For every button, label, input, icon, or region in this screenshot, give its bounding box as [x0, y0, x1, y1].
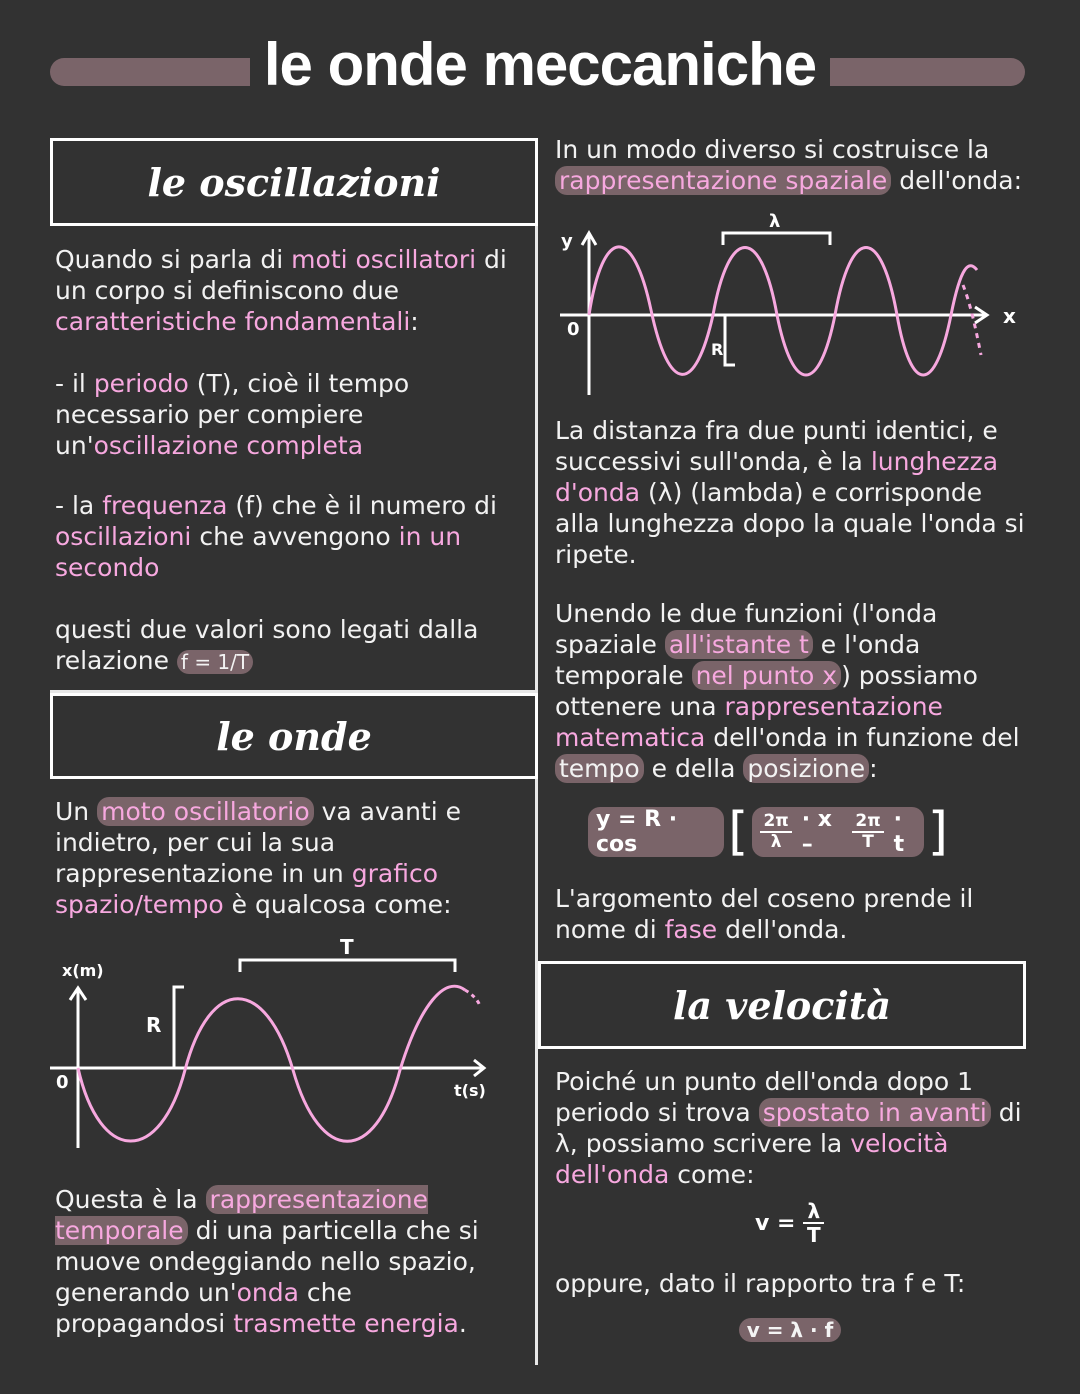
section-heading-velocita: la velocità [672, 982, 892, 1028]
graph-amp-label: R [711, 340, 724, 359]
spatial-graph [555, 205, 1025, 400]
section-heading-oscillazioni: le oscillazioni [147, 159, 441, 205]
paragraph-moto: Un moto oscillatorio va avanti e indietro, per cui la sua rappresentazione in un grafico spazio/tempo è qualcosa come: [55, 797, 462, 919]
paragraph-oppure: oppure, dato il rapporto tra f e T: [555, 1269, 966, 1298]
velocity-formula: v = $\frac{\lambda}{T}$ [755, 1200, 824, 1246]
velocity-formula-2: v = λ · f [555, 1318, 1025, 1342]
paragraph-periodo: - il periodo (T), cioè il tempo necessario per compiere un'oscillazione completa [55, 369, 410, 460]
graph-origin: 0 [567, 319, 580, 340]
section-box-oscillazioni [50, 138, 538, 226]
formula-argument: 2π λ · x – 2π T · t [752, 807, 923, 857]
graph-y-label: x(m) [62, 961, 104, 980]
bracket-close: ] [927, 802, 948, 862]
wave-formula: y = R · cos [ 2π λ · x – 2π T · t ] [588, 800, 948, 864]
graph-amp-label: R [146, 1013, 162, 1037]
graph-wavelength-label: λ [769, 211, 781, 232]
graph-period-label: T [340, 935, 354, 959]
paragraph-spaziale: In un modo diverso si costruisce la rappresentazione spaziale dell'onda: [555, 135, 1023, 195]
graph-x-label: x [1003, 304, 1016, 328]
fraction-lambda-t: $\frac{\lambda}{T}$ [803, 1200, 824, 1246]
graph-x-label: t(s) [454, 1081, 486, 1100]
paragraph-unendo: Unendo le due funzioni (l'onda spaziale all'istante t e l'onda temporale nel punto x ) possiamo ottenere una rappresentazione matematica dell'onda in funzione del tempo e della posizione : [555, 599, 1020, 783]
section-box-onde [50, 693, 538, 779]
page-title: le onde meccaniche [0, 30, 1080, 99]
paragraph-fase: L'argomento del coseno prende il nome di fase dell'onda. [555, 884, 974, 944]
temporal-graph [50, 930, 520, 1155]
paragraph-oscillatori: Quando si parla di moti oscillatori di un corpo si definiscono due caratteristiche fondamentali: [55, 245, 507, 336]
paragraph-lunghezza: La distanza fra due punti identici, e successivi sull'onda, è la lunghezza d'onda (λ) (lambda) e corrisponde alla lunghezza dopo la quale l'onda si ripete. [555, 416, 1025, 569]
paragraph-relazione: questi due valori sono legati dalla relazione f = 1/T [55, 615, 479, 675]
paragraph-frequenza: - la frequenza (f) che è il numero di oscillazioni che avvengono in un secondo [55, 491, 497, 582]
section-box-velocita [538, 961, 1026, 1049]
bracket-open: [ [728, 802, 749, 862]
graph-origin: 0 [56, 1072, 69, 1093]
fraction-2pi-t: 2π T [852, 812, 883, 852]
graph-y-label: y [561, 231, 573, 252]
paragraph-velocita: Poiché un punto dell'onda dopo 1 periodo si trova spostato in avanti di λ, possiamo scrivere la velocità dell'onda come: [555, 1067, 1022, 1189]
fraction-2pi-lambda: 2π λ [760, 812, 791, 852]
paragraph-temporale: Questa è la rappresentazione temporale di una particella che si muove ondeggiando nello spazio, generando un'onda che propagandosi trasmette energia. [55, 1185, 479, 1338]
section-heading-onde: le onde [216, 713, 372, 759]
